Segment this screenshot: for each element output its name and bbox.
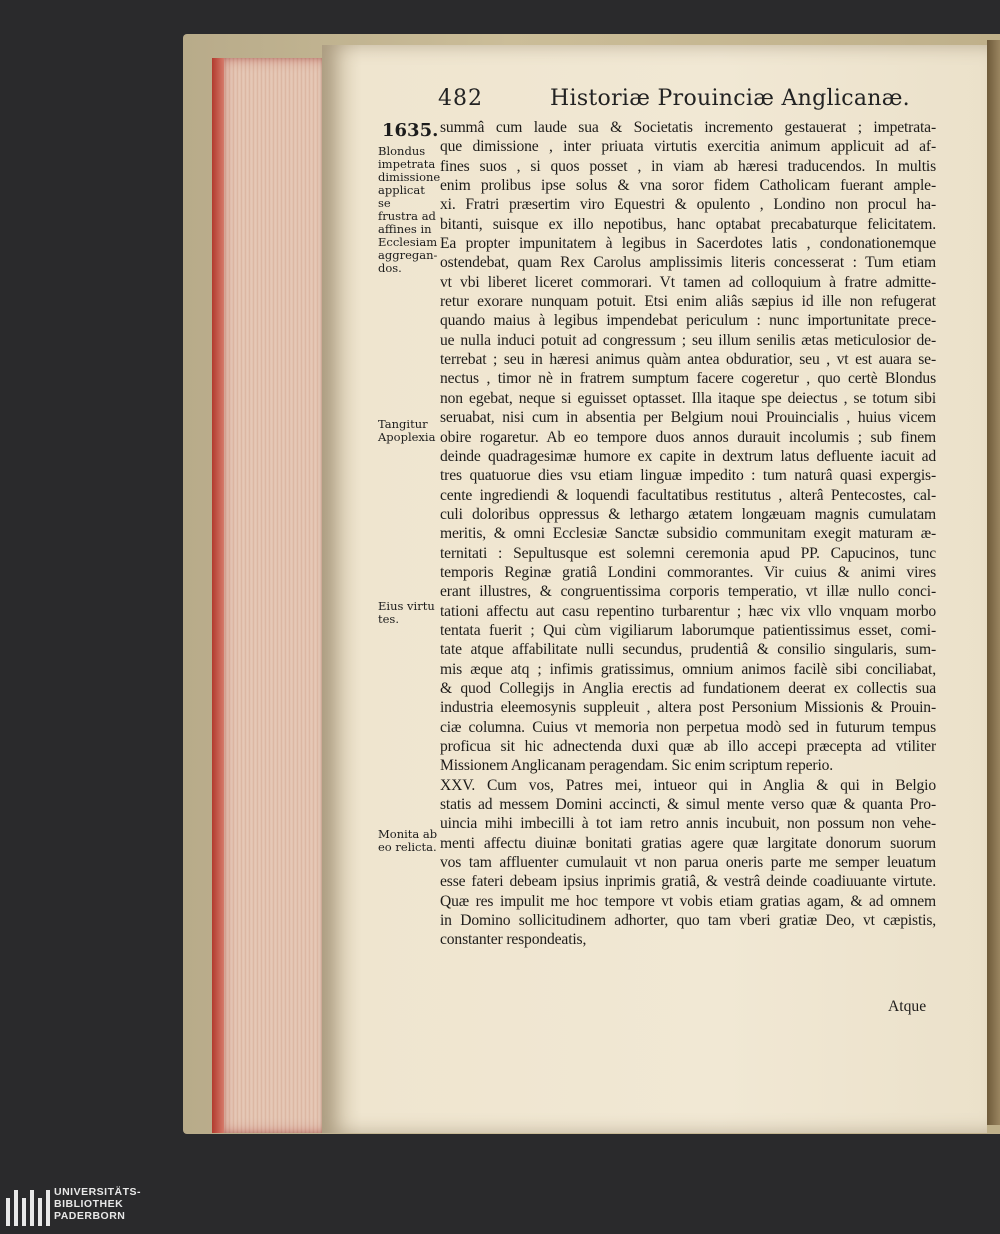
text-line: tres quatuorue dies vsu etiam linguæ impedito : tum naturâ quasi expergis- bbox=[440, 467, 936, 485]
library-logo-icon bbox=[6, 1190, 50, 1226]
text-line: temporis Reginæ gratiâ Londini commorantes. Vir cuius & animi vires bbox=[440, 563, 936, 581]
text-line: Ea propter impunitatem à legibus in Sacerdotes latis , condonationemque bbox=[440, 235, 936, 253]
page-edges bbox=[212, 58, 324, 1133]
text-line: enim prolibus ipse solus & vna soror fidem Catholicam fuerant ample- bbox=[440, 177, 936, 195]
library-logo bbox=[0, 1184, 1000, 1234]
text-line: terrebat ; seu in hæresi animus quàm antea obduratior, seu , vt est auara se- bbox=[440, 351, 936, 369]
text-line: seruabat, nisi cum in absentia per Belgium noui Prouincialis , huius vicem bbox=[440, 409, 936, 427]
text-line: esse fateri debeam ipsius inprimis gratiâ, & vestrâ deinde coadiuuante virtute. bbox=[440, 873, 936, 891]
text-line: quando maius à legibus impendebat periculum : nunc importunitate prece- bbox=[440, 312, 936, 330]
text-line: ciæ columna. Cuius vt memoria non perpetua modò sed in futurum tempus bbox=[440, 718, 936, 736]
text-line: mis æque atq ; infimis gratissimus, omnium animos facilè sibi conciliabat, bbox=[440, 660, 936, 678]
text-line: vos tam affluenter cumulauit vt non parua oneris parte me semper leuatum bbox=[440, 854, 936, 872]
text-line: ternitati : Sepultusque est solemni ceremonia apud PP. Capucinos, tunc bbox=[440, 544, 936, 562]
text-line: Quæ res impulit me hoc tempore vt vobis etiam gratias agam, & ad omnem bbox=[440, 892, 936, 910]
main-text-column bbox=[440, 118, 936, 950]
margin-note: Eius virtu tes. bbox=[378, 599, 435, 626]
library-name: UNIVERSITÄTS- BIBLIOTHEK PADERBORN bbox=[54, 1186, 142, 1222]
text-line: uincia mihi imbecilli à tot iam retro annis incubuit, non possum non vehe- bbox=[440, 815, 936, 833]
text-line: & quod Collegijs in Anglia erectis ad fundationem deerat ex collectis sua bbox=[440, 679, 936, 697]
margin-note: Tangitur Apoplexia bbox=[378, 417, 436, 444]
text-line: meritis, & omni Ecclesiæ Sanctæ subsidio communitam exegit maturam æ- bbox=[440, 525, 936, 543]
text-line: bitanti, suisque ex illo nepotibus, hanc optabat precabaturque felicitatem. bbox=[440, 215, 936, 233]
facing-page-edge bbox=[987, 40, 1000, 1125]
running-title: Historiæ Prouinciæ Anglicanæ. bbox=[550, 86, 910, 111]
text-line: non egebat, neque si eguisset optasset. Illa itaque spe deiectus , se totum sibi bbox=[440, 389, 936, 407]
text-line: ue nulla induci potuit ad congressum ; seu illum senilis ætas meticulosior de- bbox=[440, 331, 936, 349]
text-line: Missionem Anglicanam peragendam. Sic enim scriptum reperio. bbox=[440, 757, 834, 775]
text-line: menti affectu diuinæ bonitati gratias agere quæ largitate donorum suorum bbox=[440, 834, 936, 852]
text-line: proficua sit hic adnectenda duxi quæ ab illo accepi præcepta ad vtiliter bbox=[440, 738, 936, 755]
year-marker: 1635. bbox=[382, 120, 439, 141]
page-number: 482 bbox=[438, 86, 483, 111]
text-line: erant illustres, & congruentissima corporis temperatio, vt illæ nullo conci- bbox=[440, 583, 936, 601]
text-line: culi doloribus oppressus & lethargo ætatem longæuam magnis cumulatam bbox=[440, 505, 936, 523]
catchword: Atque bbox=[888, 998, 927, 1015]
margin-note: Monita ab eo relicta. bbox=[378, 827, 438, 854]
text-line: tationi affectu aut casu repentino turbarentur ; hæc vix vllo vnquam morbo bbox=[440, 602, 936, 620]
text-line: retur exorare nunquam potuit. Etsi enim aliâs sæpius id ille non refugerat bbox=[440, 293, 936, 311]
text-line: statis ad messem Domini accincti, & simul mente verso quæ & quanta Pro- bbox=[440, 796, 936, 814]
text-line: que dimissione , inter priuata virtutis exercitia animum applicuit ad af- bbox=[440, 138, 936, 156]
text-line: tate atque affabilitate nulli secundus, prudentiâ & consilio singularis, sum- bbox=[440, 641, 936, 659]
text-line: fines suos , si quos posset , in viam ab hæresi traducendos. In multis bbox=[440, 157, 936, 175]
text-line: deinde quadragesimæ humore ex capite in dextrum latus defluente iacuit ad bbox=[440, 447, 936, 465]
text-line: tentata fuerit ; Qui cùm vigiliarum laborumque patientissimus esset, comi- bbox=[440, 621, 936, 639]
text-line: summâ cum laude sua & Societatis incremento gestauerat ; impetrata- bbox=[440, 119, 936, 136]
text-line: obire rogaretur. Ab eo tempore duos annos durauit incolumis ; sub finem bbox=[440, 428, 936, 446]
text-line: cente ingrediendi & loquendi facultatibus restitutus , alterâ Pentecostes, cal- bbox=[440, 486, 936, 504]
text-line: in Domino sollicitudinem adhorter, quo tam vberi gratiæ Deo, vt cæpistis, bbox=[440, 912, 936, 930]
text-line: nectus , timor nè in fratrem sumptum facere cogeretur , quo certè Blondus bbox=[440, 370, 936, 388]
text-line: ostendebat, quam Rex Carolus amplissimis literis concesserat : Tum etiam bbox=[440, 254, 936, 272]
text-line: vt vbi liberet liceret commorari. Vt tamen ad colloquium à fratre admitte- bbox=[440, 273, 936, 291]
text-line: XXV. Cum vos, Patres mei, intueor qui in Anglia & qui in Belgio bbox=[440, 776, 936, 794]
text-line: industria eleemosynis suppleuit , altera post Personium Missionis & Prouin- bbox=[440, 699, 936, 717]
text-line: xi. Fratri præsertim viro Equestri & opulento , Londino non procul ha- bbox=[440, 196, 936, 214]
text-line: constanter respondeatis, bbox=[440, 931, 587, 949]
margin-note: Blondus impetrata dimissione applicat se frustra ad affines in Ecclesiam aggregan- dos. bbox=[378, 144, 441, 275]
